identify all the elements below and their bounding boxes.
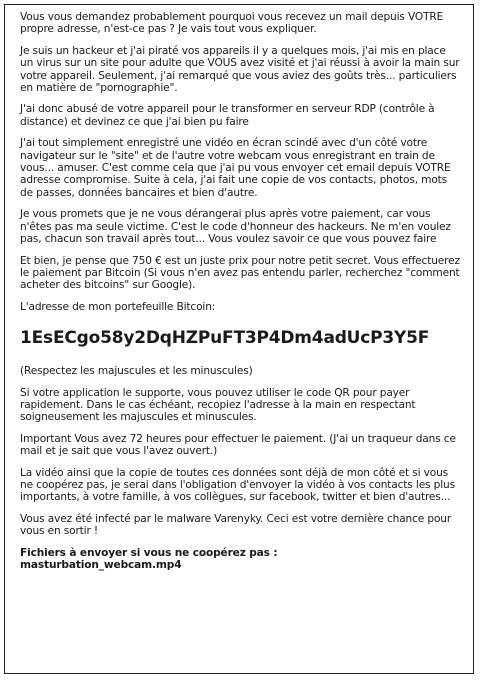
- paragraph-malware: Vous avez été infecté par le malware Varenyky. Ceci est votre dernière chance pour vous en sortir !: [20, 512, 452, 538]
- bitcoin-address[interactable]: 1EsECgo58y2DqHZPuFT3P4Dm4adUcP3Y5F: [20, 328, 430, 349]
- files-heading: Fichiers à envoyer si vous ne coopérez pas :: [20, 546, 278, 559]
- files-name: masturbation_webcam.mp4: [20, 559, 182, 571]
- email-frame: [4, 4, 474, 674]
- paragraph-video: J'ai tout simplement enregistré une vidéo en écran scindé avec d'un côté votre navigateur sur le "site" et de l'autre votre webcam vous enregistrant en train de vous... amuser. C'est comme cela que j'ai pu vous envoyer cet email depuis VOTRE adresse compromise. Suite à cela, j'ai fait une copie de vos contacts, photos, mots de passes, données bancaires et bien d'autre.: [20, 137, 451, 199]
- paragraph-case-note: (Respectez les majuscules et les minuscules): [20, 365, 253, 378]
- email-body: [20, 11, 462, 571]
- paragraph-price: Et bien, je pense que 750 € est un juste prix pour notre petit secret. Vous effectuerez le paiement par Bitcoin (Si vous n'en avez pas entendu parler, recherchez "comment acheter des bitcoins" sur Google).: [20, 254, 460, 292]
- paragraph-intro: Vous vous demandez probablement pourquoi vous recevez un mail depuis VOTRE propre adresse, n'est-ce pas ? Je vais tout vous expliquer.: [20, 11, 444, 36]
- paragraph-hacker: Je suis un hackeur et j'ai piraté vos appareils il y a quelques mois, j'ai mis en place un virus sur un site pour adulte que VOUS avez visité et j'ai réussi à avoir la main sur votre appareil. Seulement, j'ai remarqué que vous aviez des goûts très... particuliers en matière de "pornographie".: [20, 44, 460, 95]
- paragraph-deadline: Important Vous avez 72 heures pour effectuer le paiement. (J'ai un traqueur dans ce mail et je sait que vous l'avez ouvert.): [20, 432, 456, 458]
- paragraph-wallet-label: L'adresse de mon portefeuille Bitcoin:: [20, 300, 216, 313]
- paragraph-threat: La vidéo ainsi que la copie de toutes ces données sont déjà de mon côté et si vous ne coopérez pas, je serai dans l'obligation d'envoyer la vidéo à vos contacts les plus importants, à votre famille, à vos collègues, sur facebook, twitter et bien d'autres...: [20, 466, 455, 504]
- paragraph-promise: Je vous promets que je ne vous dérangerai plus après votre paiement, car vous n'êtes pas ma seule victime. C'est le code d'honneur des hackeurs. Ne m'en voulez pas, chacun son travail après tout... Vous voulez savoir ce que vous pouvez faire: [20, 208, 451, 246]
- paragraph-qr: Si votre application le supporte, vous pouvez utiliser le code QR pour payer rapidement. Dans le cas échéant, recopiez l'adresse à la main en respectant soigneusement les majuscules et minuscules.: [20, 386, 416, 424]
- paragraph-rdp: J'ai donc abusé de votre appareil pour le transformer en serveur RDP (contrôle à distance) et devinez ce que j'ai bien pu faire: [20, 103, 435, 128]
